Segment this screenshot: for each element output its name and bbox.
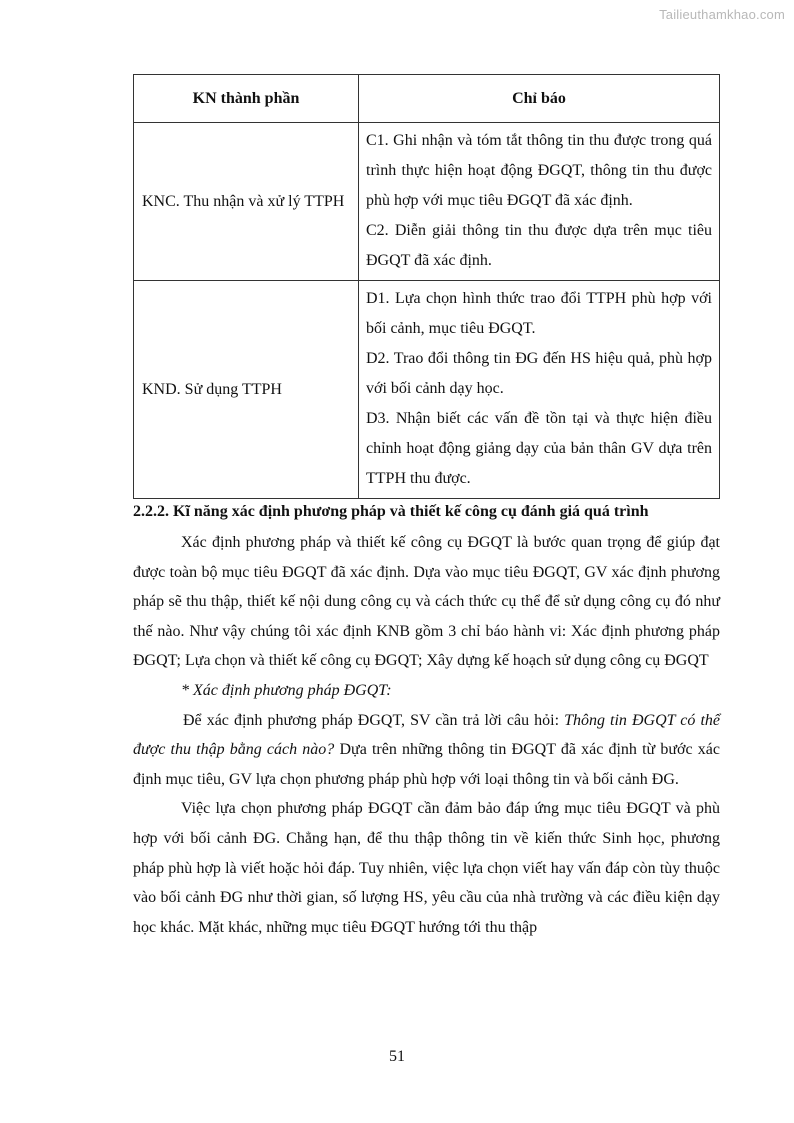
question-text: Thông tin ĐGQT có thể được thu thập bằng cách nào? bbox=[133, 711, 720, 759]
paragraph-text: Dựa trên những thông tin ĐGQT đã xác định từ bước xác định mục tiêu, GV lựa chọn phương pháp phù hợp với loại thông tin và bối cảnh ĐG. bbox=[133, 741, 720, 788]
table-row bbox=[134, 281, 720, 499]
table-header-row bbox=[134, 75, 720, 123]
paragraph bbox=[133, 706, 720, 795]
indicator-table bbox=[133, 74, 720, 499]
page-number: 51 bbox=[389, 1048, 405, 1065]
component-cell: KNC. Thu nhận và xử lý TTPH bbox=[134, 123, 359, 281]
indicator-item: D1. Lựa chọn hình thức trao đổi TTPH phù hợp với bối cảnh, mục tiêu ĐGQT. bbox=[366, 290, 712, 337]
section-heading: 2.2.2. Kĩ năng xác định phương pháp và thiết kế công cụ đánh giá quá trình bbox=[133, 503, 649, 520]
subheading: * Xác định phương pháp ĐGQT: bbox=[181, 681, 392, 699]
header-component: KN thành phần bbox=[134, 75, 359, 123]
indicator-item: C2. Diễn giải thông tin thu được dựa trên mục tiêu ĐGQT đã xác định. bbox=[366, 222, 712, 269]
paragraph-text: Để xác định phương pháp ĐGQT, SV cần trả lời câu hỏi: bbox=[183, 711, 565, 729]
watermark-text: Tailieuthamkhao.com bbox=[659, 7, 785, 22]
indicator-cell bbox=[359, 281, 720, 499]
body-text bbox=[133, 528, 720, 942]
component-cell: KND. Sử dụng TTPH bbox=[134, 281, 359, 499]
table-row bbox=[134, 123, 720, 281]
indicator-cell bbox=[359, 123, 720, 281]
paragraph: Việc lựa chọn phương pháp ĐGQT cần đảm bảo đáp ứng mục tiêu ĐGQT và phù hợp với bối cảnh ĐG. Chẳng hạn, để thu thập thông tin về kiến thức Sinh học, phương pháp phù hợp là viết hoặc hỏi đáp. Tuy nhiên, việc lựa chọn viết hay vấn đáp còn tùy thuộc vào bối cảnh ĐG như thời gian, số lượng HS, yêu cầu của nhà trường và các điều kiện dạy học khác. Mặt khác, những mục tiêu ĐGQT hướng tới thu thập bbox=[133, 800, 720, 936]
paragraph: Xác định phương pháp và thiết kế công cụ ĐGQT là bước quan trọng để giúp đạt được toàn bộ mục tiêu ĐGQT đã xác định. Dựa vào mục tiêu ĐGQT, GV xác định phương pháp sẽ thu thập, thiết kế nội dung công cụ và cách thức cụ thể để sử dụng công cụ đó như thế nào. Như vậy chúng tôi xác định KNB gồm 3 chỉ báo hành vi: Xác định phương pháp ĐGQT; Lựa chọn và thiết kế công cụ ĐGQT; Xây dựng kế hoạch sử dụng công cụ ĐGQT bbox=[133, 534, 720, 670]
indicator-item: D2. Trao đổi thông tin ĐG đến HS hiệu quả, phù hợp với bối cảnh dạy học. bbox=[366, 350, 712, 397]
indicator-item: D3. Nhận biết các vấn đề tồn tại và thực hiện điều chỉnh hoạt động giảng dạy của bản thân GV dựa trên TTPH thu được. bbox=[366, 410, 712, 487]
header-indicator: Chỉ báo bbox=[359, 75, 720, 123]
indicator-item: C1. Ghi nhận và tóm tắt thông tin thu được trong quá trình thực hiện hoạt động ĐGQT, thông tin thu được phù hợp với mục tiêu ĐGQT đã xác định. bbox=[366, 132, 712, 209]
